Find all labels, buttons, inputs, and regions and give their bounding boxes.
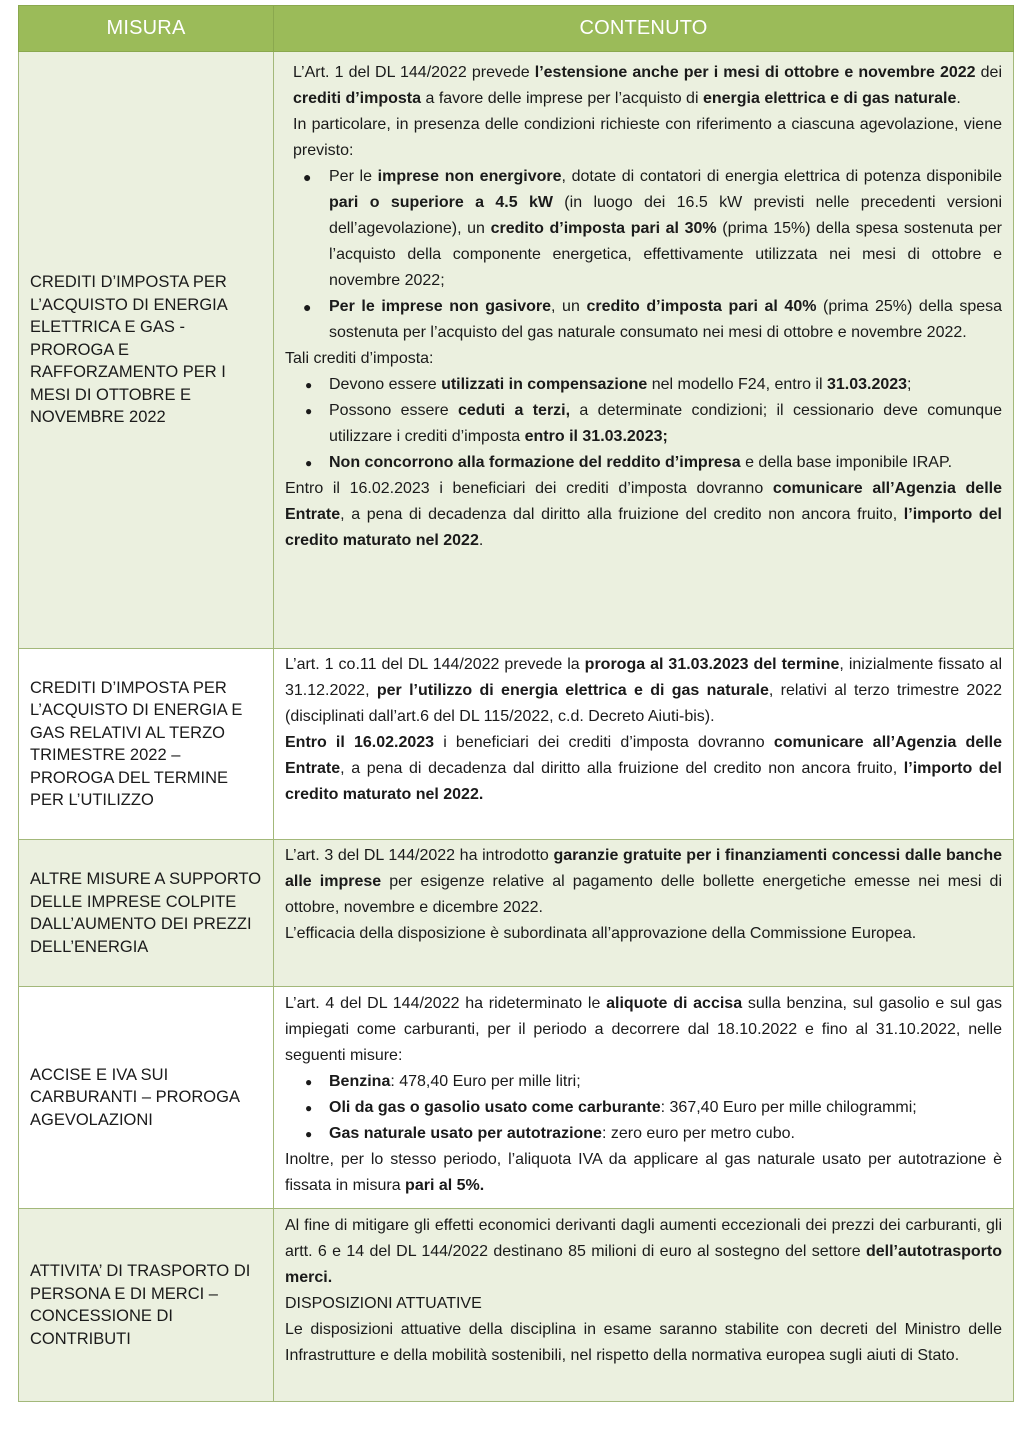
bold-text: Oli da gas o gasolio usato come carburante [329,1099,661,1116]
table-row [19,840,1014,987]
text: (prima 25%) della spesa sostenuta per l’acquisto del gas naturale consumato nei mesi di ottobre e novembre 2022. [329,298,1003,341]
measure-content [274,1209,1014,1402]
bold-text: 31.03.2023 [826,376,908,393]
text: Al fine di mitigare gli effetti economici derivanti dagli aumenti eccezionali dei prezzi dei carburanti, gli artt. 6 e 14 del DL 144/2022 destinano 85 milioni di euro al sostegno del settore [285,1217,1002,1260]
bold-text: l’estensione anche per i mesi di ottobre e novembre 2022 [534,64,976,81]
measure-label: CREDITI D’IMPOSTA PER L’ACQUISTO DI ENERGIA ELETTRICA E GAS - PROROGA E RAFFORZAMENTO PER I MESI DI OTTOBRE E NOVEMBRE 2022 [19,52,274,649]
bullet-icon: ● [305,1127,313,1141]
bold-text: pari o superiore a 4.5 kW [329,194,553,211]
list-item [285,1095,1002,1121]
text: i beneficiari dei crediti d’imposta dovranno [434,734,774,751]
text: a favore delle imprese per l’acquisto di [421,90,703,107]
header-contenuto: CONTENUTO [274,6,1014,52]
bold-text: garanzie gratuite per i finanziamenti concessi dalle banche alle imprese [285,847,1002,890]
paragraph [285,652,1002,730]
table-row [19,987,1014,1209]
text: dei [975,64,1003,81]
bullet-list [285,1069,1002,1147]
text: , a pena di decadenza dal diritto alla fruizione del credito non ancora fruito, [340,506,904,523]
list-item [285,1121,1002,1147]
paragraph: Tali crediti d’imposta: [285,350,434,367]
text: , dotate di contatori di energia elettrica di potenza disponibile [561,168,1003,185]
bullet-list [285,164,1002,346]
paragraph [285,843,1002,921]
paragraph [285,1147,1002,1199]
text: Possono essere [329,402,458,419]
bold-text: comunicare all’Agenzia delle Entrate [285,480,1002,523]
text: sulla benzina, sul gasolio e sul gas impiegati come carburanti, per il periodo a decorrere dal 18.10.2022 e fino al 31.10.2022, nelle seguenti misure: [285,995,1002,1064]
header-misura: MISURA [19,6,274,52]
text: , relativi al terzo trimestre 2022 (disciplinati dall’art.6 del DL 115/2022, c.d. Decreto Aiuti-bis). [285,682,1003,725]
paragraph: In particolare, in presenza delle condizioni richieste con riferimento a ciascuna agevolazione, viene previsto: [293,116,1002,159]
text: Devono essere [329,376,442,393]
measure-label: CREDITI D’IMPOSTA PER L’ACQUISTO DI ENERGIA E GAS RELATIVI AL TERZO TRIMESTRE 2022 – PROROGA DEL TERMINE PER L’UTILIZZO [19,649,274,840]
text: e della base imponibile IRAP. [740,454,953,471]
bold-text: imprese non energivore [377,168,562,185]
text: nel modello F24, entro il [647,376,827,393]
measure-content [274,649,1014,840]
paragraph [285,1213,1002,1291]
bold-text: entro il 31.03.2023; [524,428,668,445]
text: , un [551,298,587,315]
text: Entro il 16.02.2023 i beneficiari dei crediti d’imposta dovranno [285,480,773,497]
bullet-icon: ● [305,1101,313,1115]
bullet-icon: ● [303,299,312,315]
bold-text: l’importo del credito maturato nel 2022. [285,760,1003,803]
list-item [285,372,1002,398]
text: L’Art. 1 del DL 144/2022 prevede [293,64,535,81]
measure-content [274,52,1014,649]
text: : 478,40 Euro per mille litri; [390,1073,581,1090]
bullet-list [285,372,1002,476]
paragraph: Le disposizioni attuative della disciplina in esame saranno stabilite con decreti del Ministro delle Infrastrutture e della mobilità sostenibili, nel rispetto della normativa europea sugli aiuti di Stato. [285,1321,1002,1364]
measure-label: ALTRE MISURE A SUPPORTO DELLE IMPRESE COLPITE DALL’AUMENTO DEI PREZZI DELL’ENERGIA [19,840,274,987]
bold-text: per l’utilizzo di energia elettrica e di gas naturale [376,682,769,699]
table-row [19,649,1014,840]
text: ; [907,376,912,393]
bold-text: aliquote di accisa [606,995,743,1012]
text: L’art. 3 del DL 144/2022 ha introdotto [285,847,554,864]
text: . [956,90,961,107]
measure-label: ATTIVITA’ DI TRASPORTO DI PERSONA E DI MERCI – CONCESSIONE DI CONTRIBUTI [19,1209,274,1402]
bullet-icon: ● [305,404,313,418]
text: , a pena di decadenza dal diritto alla fruizione del credito non ancora fruito, [340,760,904,777]
bold-text: ceduti a terzi, [458,402,571,419]
text: L’art. 1 co.11 del DL 144/2022 prevede la [285,656,585,673]
bold-text: crediti d’imposta [293,90,422,107]
text: L’art. 4 del DL 144/2022 ha rideterminato le [285,995,607,1012]
bullet-icon: ● [305,456,313,470]
text: Per le [329,168,378,185]
bold-text: Gas naturale usato per autotrazione [329,1125,602,1142]
bold-text: utilizzati in compensazione [441,376,648,393]
text: , inizialmente fissato al 31.12.2022, [285,656,1002,699]
measure-content [274,987,1014,1209]
bold-text: Entro il 16.02.2023 [285,734,435,751]
bullet-icon: ● [303,169,312,185]
bold-text: l’importo del credito maturato nel 2022 [285,506,1003,549]
text: (in luogo dei 16.5 kW previsti nelle precedenti versioni dell’agevolazione), un [329,194,1002,237]
table-header-row [19,6,1014,52]
bold-text: comunicare all’Agenzia delle Entrate [285,734,1003,777]
bold-text: proroga al 31.03.2023 del termine [584,656,840,673]
list-item [285,164,1002,294]
paragraph [285,991,1002,1069]
bold-text: pari al 5%. [405,1177,485,1194]
measures-table [18,5,1014,1402]
bold-text: credito d’imposta pari al 40% [586,298,817,315]
bold-text: Non concorrono alla formazione del reddito d’impresa [329,454,741,471]
text: (prima 15%) della spesa sostenuta per l’acquisto della componente energetica, effettivamente utilizzata nei mesi di ottobre e novembre 2022; [329,220,1003,289]
text: per esigenze relative al pagamento delle bollette energetiche emesse nei mesi di ottobre, novembre e dicembre 2022. [285,873,1003,916]
paragraph [285,730,1002,808]
paragraph [285,476,1002,554]
bold-text: credito d’imposta pari al 30% [490,220,717,237]
bullet-icon: ● [305,1075,313,1089]
list-item [285,1069,1002,1095]
paragraph [285,60,1002,112]
bullet-icon: ● [305,378,313,392]
section-heading: DISPOSIZIONI ATTUATIVE [285,1295,482,1312]
list-item [285,450,1002,476]
measure-content [274,840,1014,987]
measure-label: ACCISE E IVA SUI CARBURANTI – PROROGA AGEVOLAZIONI [19,987,274,1209]
text: a determinate condizioni; il cessionario deve comunque utilizzare i crediti d’imposta [329,402,1003,445]
bold-text: dell’autotrasporto merci. [285,1243,1002,1286]
table-row [19,1209,1014,1402]
table-row [19,52,1014,649]
bold-text: Per le imprese non gasivore [329,298,552,315]
text: . [478,532,484,549]
list-item [285,294,1002,346]
text: : zero euro per metro cubo. [601,1125,795,1142]
paragraph: L’efficacia della disposizione è subordinata all’approvazione della Commissione Europea. [285,925,917,942]
bold-text: energia elettrica e di gas naturale [702,90,957,107]
list-item [285,398,1002,450]
text: : 367,40 Euro per mille chilogrammi; [660,1099,917,1116]
text: Inoltre, per lo stesso periodo, l’aliquota IVA da applicare al gas naturale usato per autotrazione è fissata in misura [285,1151,1002,1194]
bold-text: Benzina [329,1073,391,1090]
